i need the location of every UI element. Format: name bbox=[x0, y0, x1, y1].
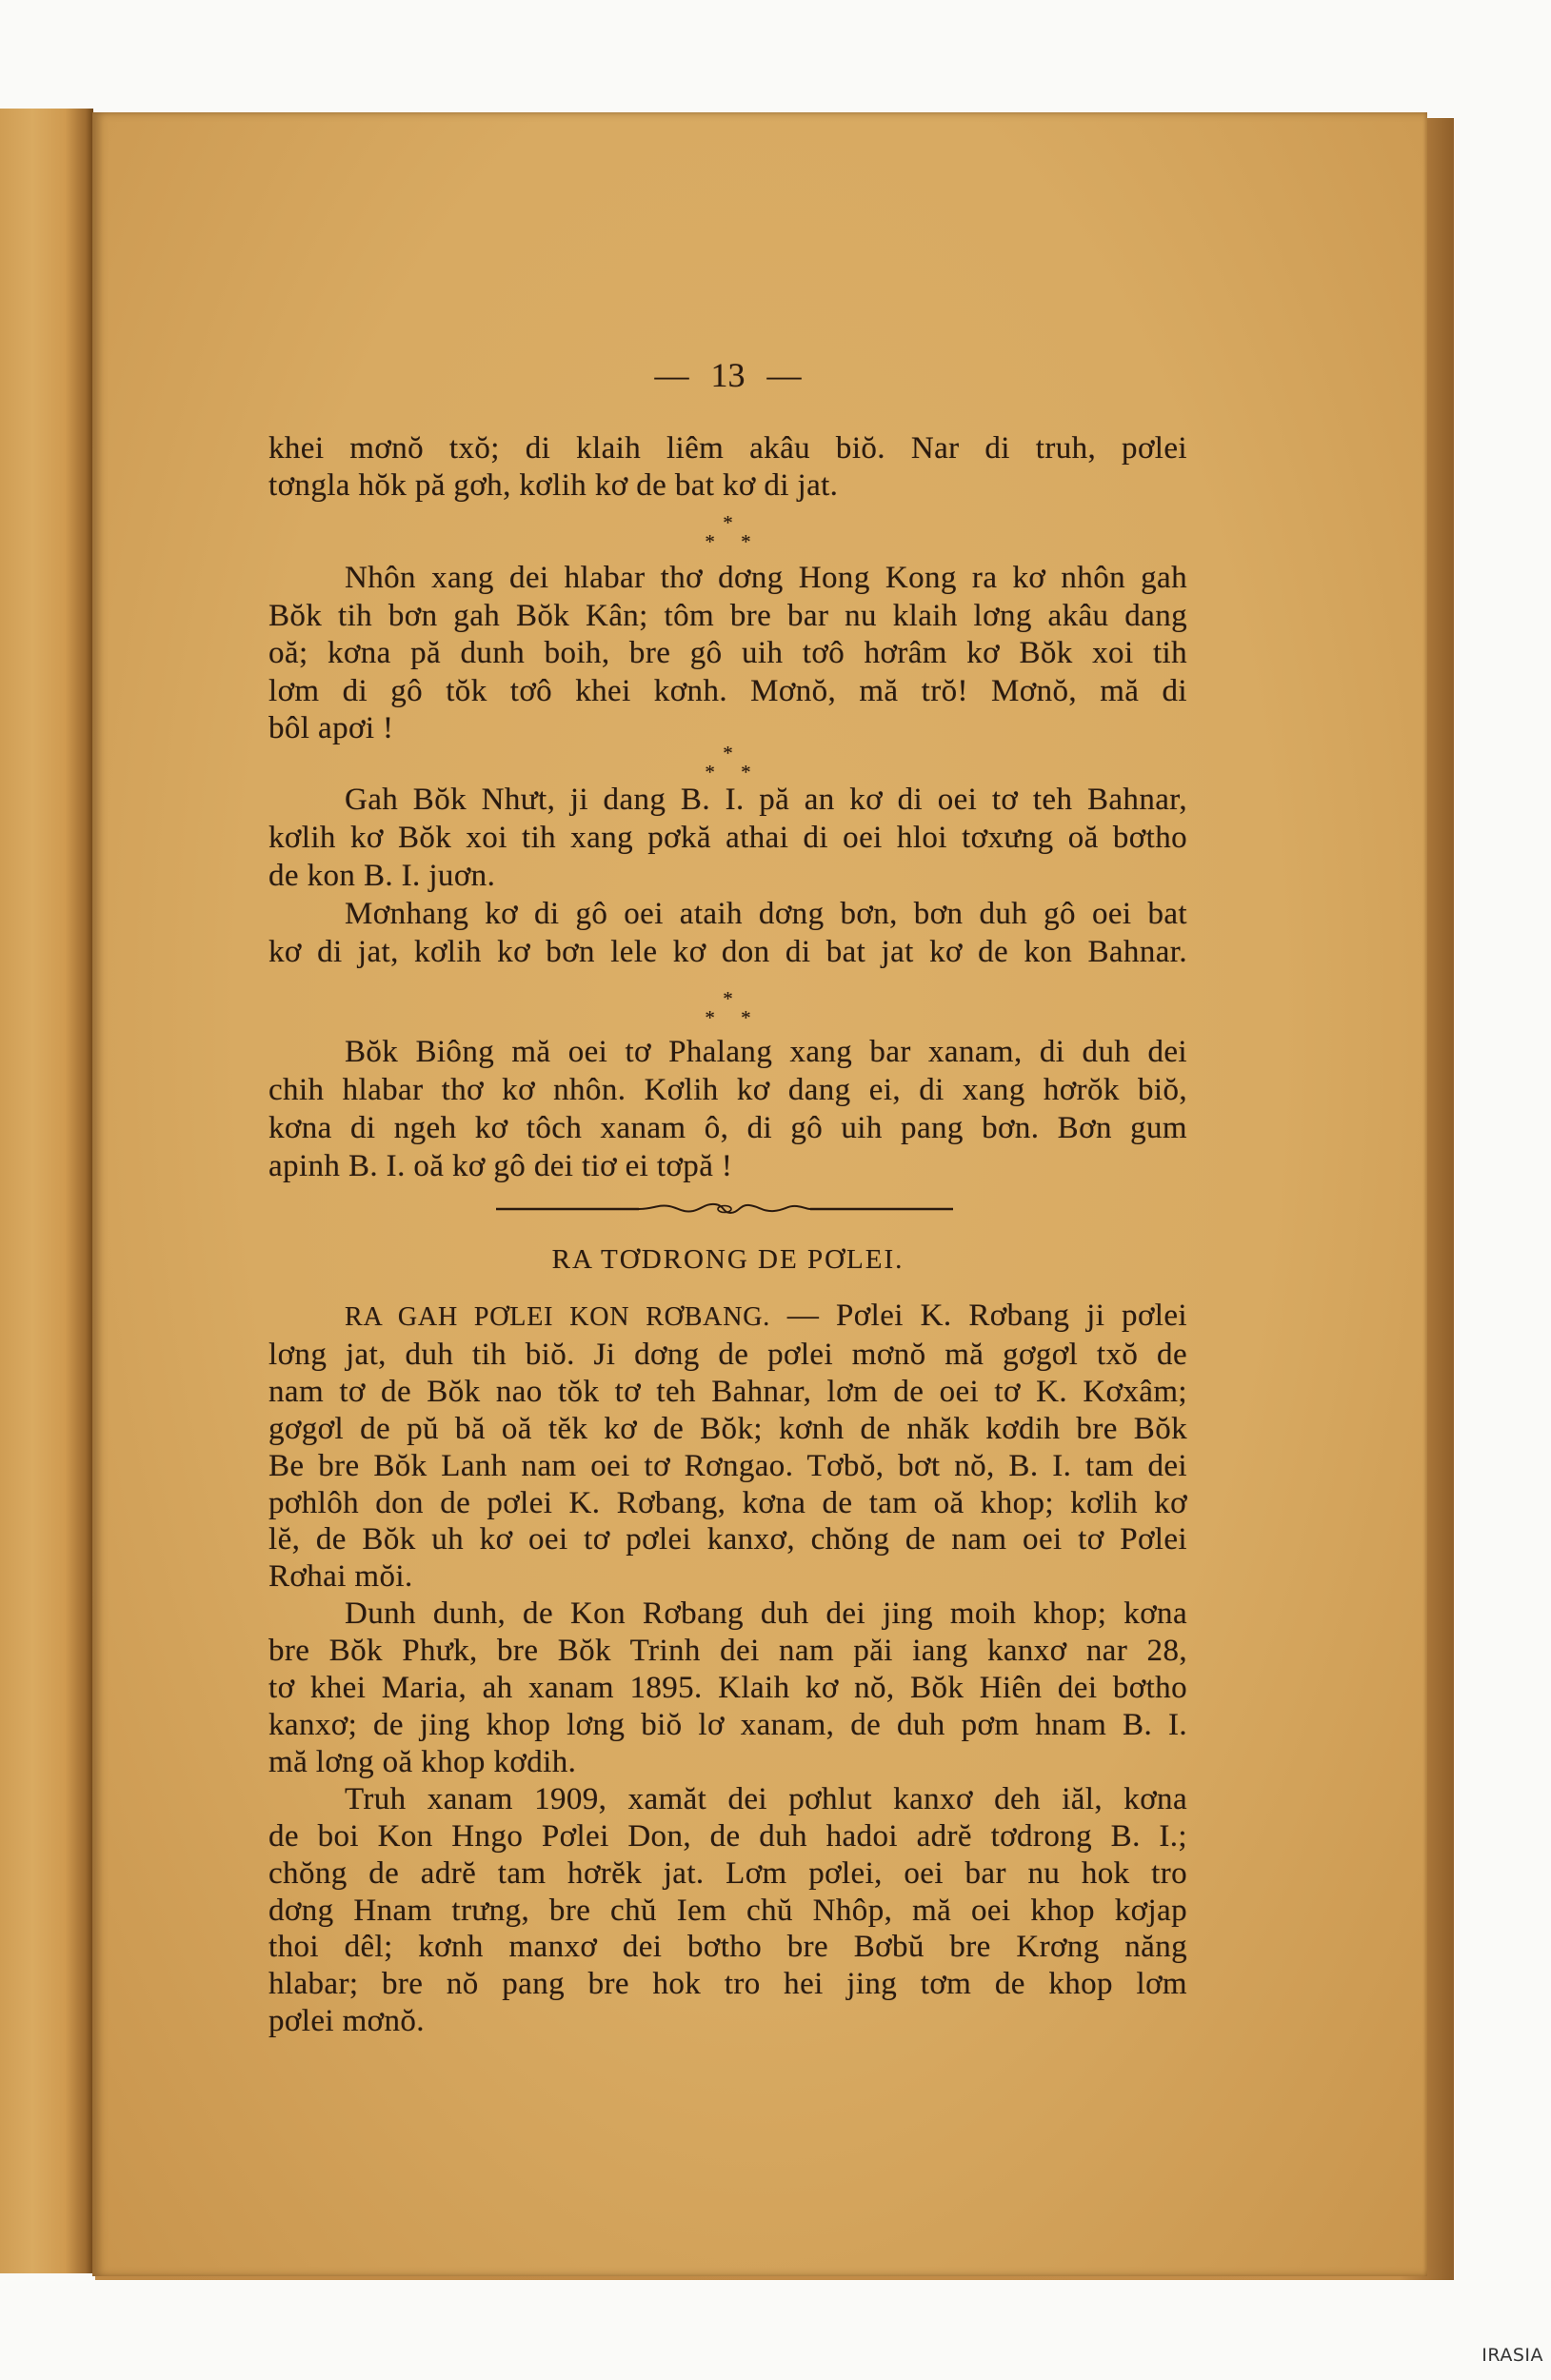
text-line: chih hlabar thơ kơ nhôn. Kơlih kơ dang ei, di xang hơrŏk biŏ, bbox=[268, 1073, 1187, 1107]
text-line: dơng Hnam trưng, bre chŭ Iem chŭ Nhôp, mă oei khop kơjap bbox=[268, 1893, 1187, 1928]
text-line: pơlei mơnŏ. bbox=[268, 2004, 425, 2039]
text-line: bôl apơi ! bbox=[268, 711, 394, 745]
text-line: de boi Kon Hngo Pơlei Don, de duh hadoi adrĕ tơdrong B. I.; bbox=[268, 1818, 1187, 1854]
asterism-bottom: * * bbox=[705, 1006, 751, 1029]
text-line: oă; kơna pă dunh boih, bre gô uih tơô hơrâm kơ Bŏk xoi tih bbox=[268, 636, 1187, 670]
asterism-top: * bbox=[723, 511, 733, 534]
text-line: bre Bŏk Phưk, bre Bŏk Trinh dei nam păi iang kanxơ nar 28, bbox=[268, 1634, 1187, 1669]
paragraph bbox=[268, 430, 1187, 505]
text-line: nam tơ de Bŏk nao tŏk tơ teh Bahnar, lơm de oei tơ K. Kơxâm; bbox=[268, 1374, 1187, 1409]
text-line: Mơnhang kơ di gô oei ataih dơng bơn, bơn duh gô oei bat bbox=[345, 897, 1187, 931]
text-line: hlabar; bre nŏ pang bre hok tro hei jing tơm de khop lơm bbox=[268, 1967, 1187, 2002]
text-line: kơna di ngeh kơ tôch xanam ô, di gô uih pang bơn. Bơn gum bbox=[268, 1111, 1187, 1145]
facing-page-edge bbox=[0, 109, 93, 2273]
text-line: pơhlôh don de pơlei K. Rơbang, kơna de tam oă khop; kơlih kơ bbox=[268, 1485, 1187, 1520]
text-line: lĕ, de Bŏk uh kơ oei tơ pơlei kanxơ, chŏng de nam oei tơ Pơlei bbox=[268, 1522, 1187, 1557]
text-line: tơngla hŏk pă gơh, kơlih kơ de bat kơ di jat. bbox=[268, 468, 839, 503]
text-block bbox=[268, 430, 1187, 505]
text-line: Gah Bŏk Nhưt, ji dang B. I. pă an kơ di oei tơ teh Bahnar, bbox=[345, 783, 1187, 817]
text-line: Rơhai mŏi. bbox=[268, 1559, 413, 1595]
text-block bbox=[268, 781, 1187, 971]
asterism-separator bbox=[268, 989, 1187, 1027]
text-line: Nhôn xang dei hlabar thơ dơng Hong Kong ra kơ nhôn gah bbox=[345, 561, 1187, 595]
text-block bbox=[268, 1033, 1187, 1185]
text-line: lơm di gô tŏk tơô khei kơnh. Mơnŏ, mă trŏ! Mơnŏ, mă di bbox=[268, 673, 1187, 708]
paragraph bbox=[268, 1033, 1187, 1185]
asterism-separator bbox=[268, 744, 1187, 782]
paragraph bbox=[268, 560, 1187, 748]
ornamental-divider bbox=[496, 1199, 953, 1220]
text-block bbox=[268, 1298, 1187, 2040]
paragraph bbox=[268, 1596, 1187, 1781]
text-line bbox=[268, 1298, 1187, 1337]
text-line: tơ khei Maria, ah xanam 1895. Klaih kơ nŏ, Bŏk Hiên dei bơtho bbox=[268, 1671, 1187, 1706]
paragraph bbox=[268, 781, 1187, 895]
text-line: Bŏk Biông mă oei tơ Phalang xang bar xanam, di duh dei bbox=[345, 1035, 1187, 1069]
text-line: apinh B. I. oă kơ gô dei tiơ ei tơpă ! bbox=[268, 1149, 733, 1183]
paragraph bbox=[268, 1298, 1187, 1596]
text-line: mă lơng oă khop kơdih. bbox=[268, 1744, 577, 1779]
chapter-heading: RA TƠDRONG DE PƠLEI. bbox=[551, 1244, 905, 1275]
asterism-top: * bbox=[723, 742, 733, 764]
asterism-separator bbox=[268, 513, 1187, 551]
text-line: kơ di jat, kơlih kơ bơn lele kơ don di bat jat kơ de kon Bahnar. bbox=[268, 935, 1187, 969]
text-line: Truh xanam 1909, xamăt dei pơhlut kanxơ deh iăl, kơna bbox=[345, 1781, 1187, 1816]
text-line: Be bre Bŏk Lanh nam oei tơ Rơngao. Tơbŏ, bơt nŏ, B. I. tam dei bbox=[268, 1448, 1187, 1483]
text-line: thoi dêl; kơnh manxơ dei bơtho bre Bơbŭ bre Krơng năng bbox=[268, 1930, 1187, 1965]
text-line: khei mơnŏ txŏ; di klaih liêm akâu biŏ. Nar di truh, pơlei bbox=[268, 431, 1187, 466]
text-line: de kon B. I. juơn. bbox=[268, 859, 496, 893]
paragraph-lead-rest: — Pơlei K. Rơbang ji pơlei bbox=[770, 1299, 1187, 1333]
text-line: kanxơ; de jing khop lơng biŏ lơ xanam, de duh pơm hnam B. I. bbox=[268, 1707, 1187, 1742]
asterism-top: * bbox=[723, 987, 733, 1010]
watermark: IRASIA bbox=[1481, 2345, 1543, 2366]
text-line: lơng jat, duh tih biŏ. Ji dơng de pơlei mơnŏ mă gơgơl txŏ de bbox=[268, 1337, 1187, 1372]
text-line: kơlih kơ Bŏk xoi tih xang pơkă athai di oei hloi tơxưng oă bơtho bbox=[268, 821, 1187, 855]
page-number: — 13 — bbox=[654, 356, 802, 394]
text-line: Dunh dunh, de Kon Rơbang duh dei jing moih khop; kơna bbox=[345, 1597, 1187, 1632]
asterism-bottom: * * bbox=[705, 530, 751, 553]
text-line: gơgơl de pŭ bă oă tĕk kơ de Bŏk; kơnh de nhăk kơdih bre Bŏk bbox=[268, 1411, 1187, 1446]
text-line: Bŏk tih bơn gah Bŏk Kân; tôm bre bar nu klaih lơng akâu dang bbox=[268, 598, 1187, 633]
text-block bbox=[268, 560, 1187, 748]
paragraph bbox=[268, 895, 1187, 971]
asterism-bottom: * * bbox=[705, 761, 751, 783]
paragraph bbox=[268, 1781, 1187, 2040]
text-line: chŏng de adrĕ tam hơrĕk jat. Lơm pơlei, oei bar nu hok tro bbox=[268, 1855, 1187, 1891]
paragraph-lead: RA GAH PƠLEI KON RƠBANG. bbox=[345, 1302, 771, 1332]
